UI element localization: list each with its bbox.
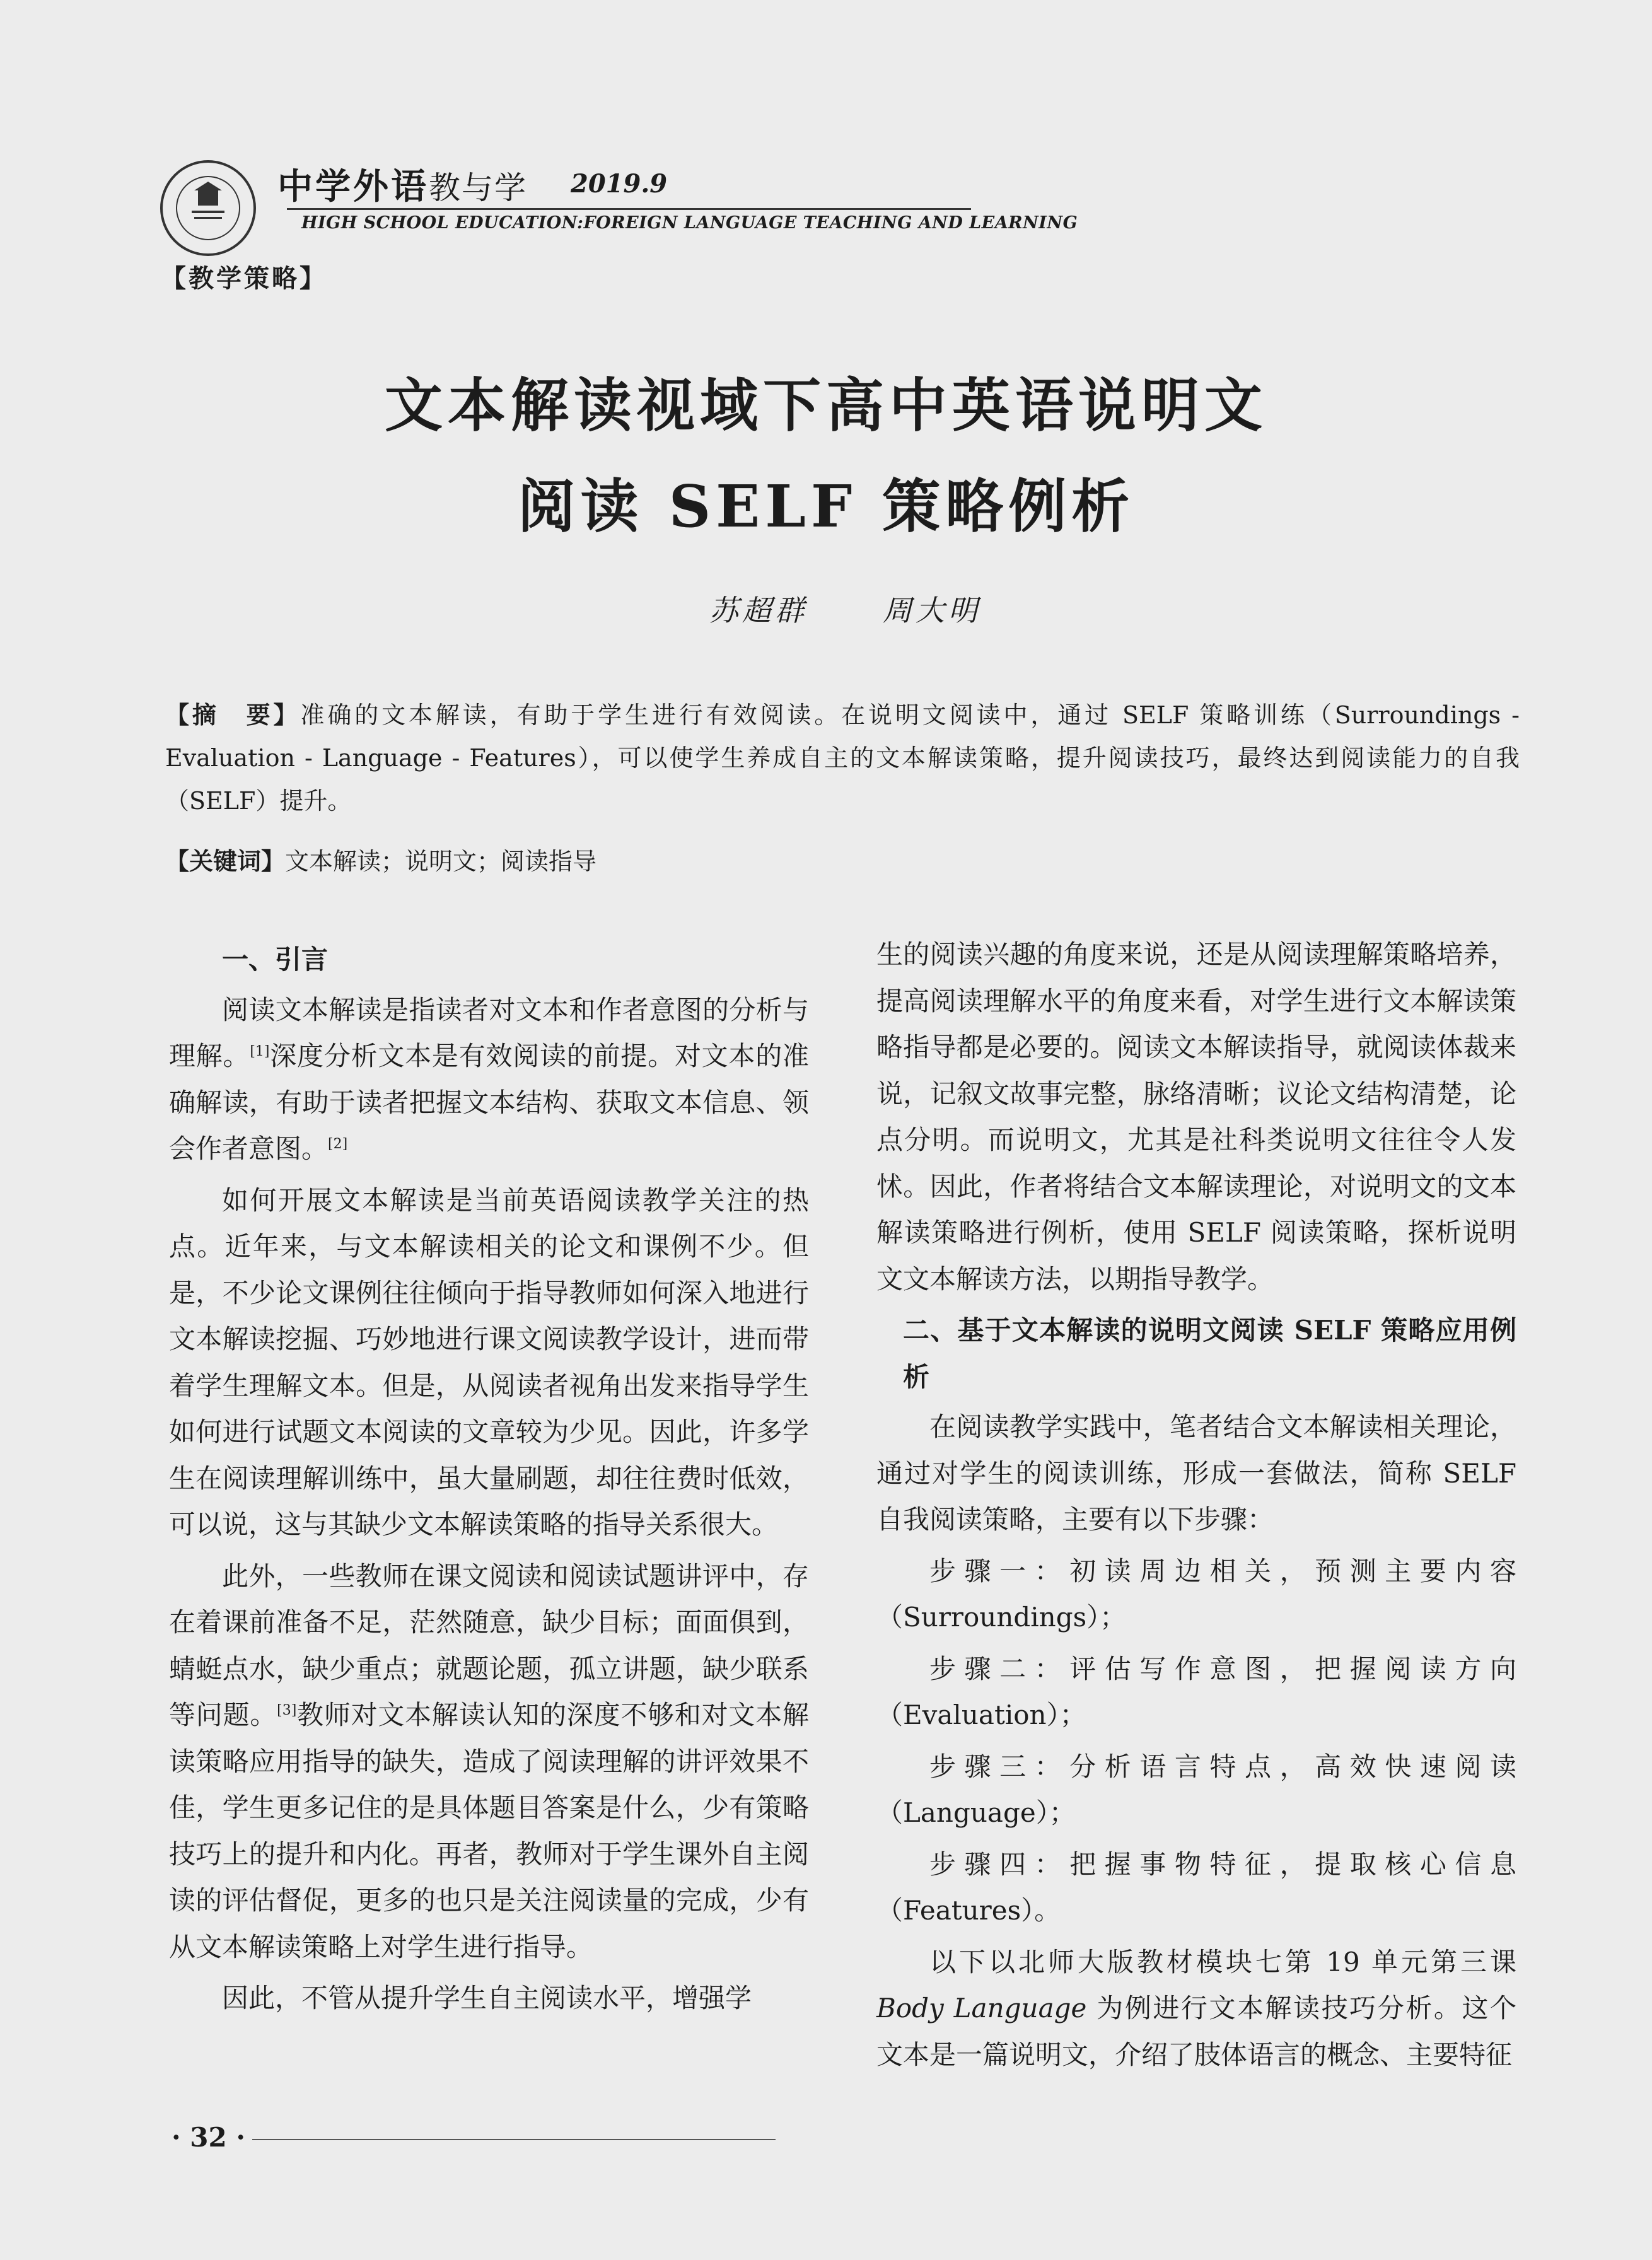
paragraph-1-text-a: 阅读文本解读是指读者对文本和作者意图的分析与理解。 <box>169 994 809 1071</box>
paragraph-6 <box>876 1939 1516 2078</box>
right-column <box>876 931 1516 2083</box>
journal-name-main: 中学外语 <box>277 166 429 207</box>
section-heading-1: 一、引言 <box>222 944 329 975</box>
paragraph-6-text-a: 以下以北师大版教材模块七第 19 单元第三课 <box>929 1946 1516 1977</box>
section-heading-2: 二、基于文本解读的说明文阅读 SELF 策略应用例析 <box>903 1315 1516 1392</box>
paragraph-4-start: 因此，不管从提升学生自主阅读水平，增强学 <box>222 1983 752 2013</box>
abstract-text: 准确的文本解读，有助于学生进行有效阅读。在说明文阅读中，通过 SELF 策略训练（Surroundings - Evaluation - Language - Features），可以使学生养成自主的文本解读策略，提升阅读技巧，最终达到阅读能力的自我（SELF）提升。 <box>165 701 1520 815</box>
paragraph-3 <box>169 1553 809 1971</box>
page-number: · 32 · <box>172 2122 245 2153</box>
header-divider <box>287 208 971 210</box>
step-3: 步骤三：分析语言特点，高效快速阅读（Language）； <box>876 1750 1516 1828</box>
publisher-seal-icon <box>158 158 259 259</box>
footer-divider <box>252 2139 776 2140</box>
journal-name-cn <box>277 159 527 209</box>
keywords-text: 文本解读；说明文；阅读指导 <box>285 847 597 875</box>
reference-mark-2: [2] <box>328 1136 348 1152</box>
abstract-label: 【摘 要】 <box>165 701 301 729</box>
column-tag: 【教学策略】 <box>161 264 327 293</box>
journal-name-sub: 教与学 <box>429 170 527 206</box>
paragraph-4-continued: 生的阅读兴趣的角度来说，还是从阅读理解策略培养，提高阅读理解水平的角度来看，对学生进行文本解读策略指导都是必要的。阅读文本解读指导，就阅读体裁来说，记叙文故事完整，脉络清晰；议论文结构清楚，论点分明。而说明文，尤其是社科类说明文往往令人发怵。因此，作者将结合文本解读理论，对说明文的文本解读策略进行例析，使用 SELF 阅读策略，探析说明文文本解读方法，以期指导教学。 <box>876 939 1516 1295</box>
reference-mark-1: [1] <box>250 1044 270 1059</box>
paragraph-5: 在阅读教学实践中，笔者结合文本解读相关理论，通过对学生的阅读训练，形成一套做法，简称 SELF 自我阅读策略，主要有以下步骤： <box>876 1411 1516 1535</box>
issue-date: 2019.9 <box>571 169 668 199</box>
paragraph-6-text-b: 为例进行文本解读技巧分析。这个文本是一篇说明文，介绍了肢体语言的概念、主要特征 <box>876 1993 1517 2070</box>
keywords-label: 【关键词】 <box>165 847 286 875</box>
left-column <box>169 936 809 2027</box>
step-2: 步骤二：评估写作意图，把握阅读方向（Evaluation）； <box>876 1653 1516 1730</box>
article-title-line-1: 文本解读视域下高中英语说明文 <box>384 371 1267 440</box>
keywords <box>165 842 596 877</box>
paragraph-1 <box>169 987 809 1172</box>
step-4: 步骤四：把握事物特征，提取核心信息（Features）。 <box>876 1848 1516 1926</box>
paragraph-1-text-b: 深度分析文本是有效阅读的前提。对文本的准确解读，有助于读者把握文本结构、获取文本信息、领会作者意图。 <box>169 1040 809 1164</box>
paragraph-6-title-en: Body Language <box>876 1993 1087 2024</box>
abstract <box>165 694 1520 822</box>
paragraph-3-text-b: 教师对文本解读认知的深度不够和对文本解读策略应用指导的缺失，造成了阅读理解的讲评效果不佳，学生更多记住的是具体题目答案是什么，少有策略技巧上的提升和内化。再者，教师对于学生课外自主阅读的评估督促，更多的也只是关注阅读量的完成，少有从文本解读策略上对学生进行指导。 <box>169 1699 809 1962</box>
step-1: 步骤一：初读周边相关，预测主要内容（Surroundings）； <box>876 1555 1516 1633</box>
author-2: 周大明 <box>883 593 981 627</box>
journal-name-en: HIGH SCHOOL EDUCATION:FOREIGN LANGUAGE TEACHING AND LEARNING <box>301 213 1078 233</box>
reference-mark-3: [3] <box>277 1703 297 1718</box>
author-1: 苏超群 <box>709 593 808 627</box>
article-title-line-2: 阅读 SELF 策略例析 <box>517 472 1135 540</box>
paragraph-2: 如何开展文本解读是当前英语阅读教学关注的热点。近年来，与文本解读相关的论文和课例不少。但是，不少论文课例往往倾向于指导教师如何深入地进行文本解读挖掘、巧妙地进行课文阅读教学设计，进而带着学生理解文本。但是，从阅读者视角出发来指导学生如何进行试题文本阅读的文章较为少见。因此，许多学生在阅读理解训练中，虽大量刷题，却往往费时低效，可以说，这与其缺少文本解读策略的指导关系很大。 <box>169 1184 809 1540</box>
paragraph-3-text-a: 此外，一些教师在课文阅读和阅读试题讲评中，存在着课前准备不足，茫然随意，缺少目标；面面俱到，蜻蜓点水，缺少重点；就题论题，孤立讲题，缺少联系等问题。 <box>169 1560 809 1730</box>
